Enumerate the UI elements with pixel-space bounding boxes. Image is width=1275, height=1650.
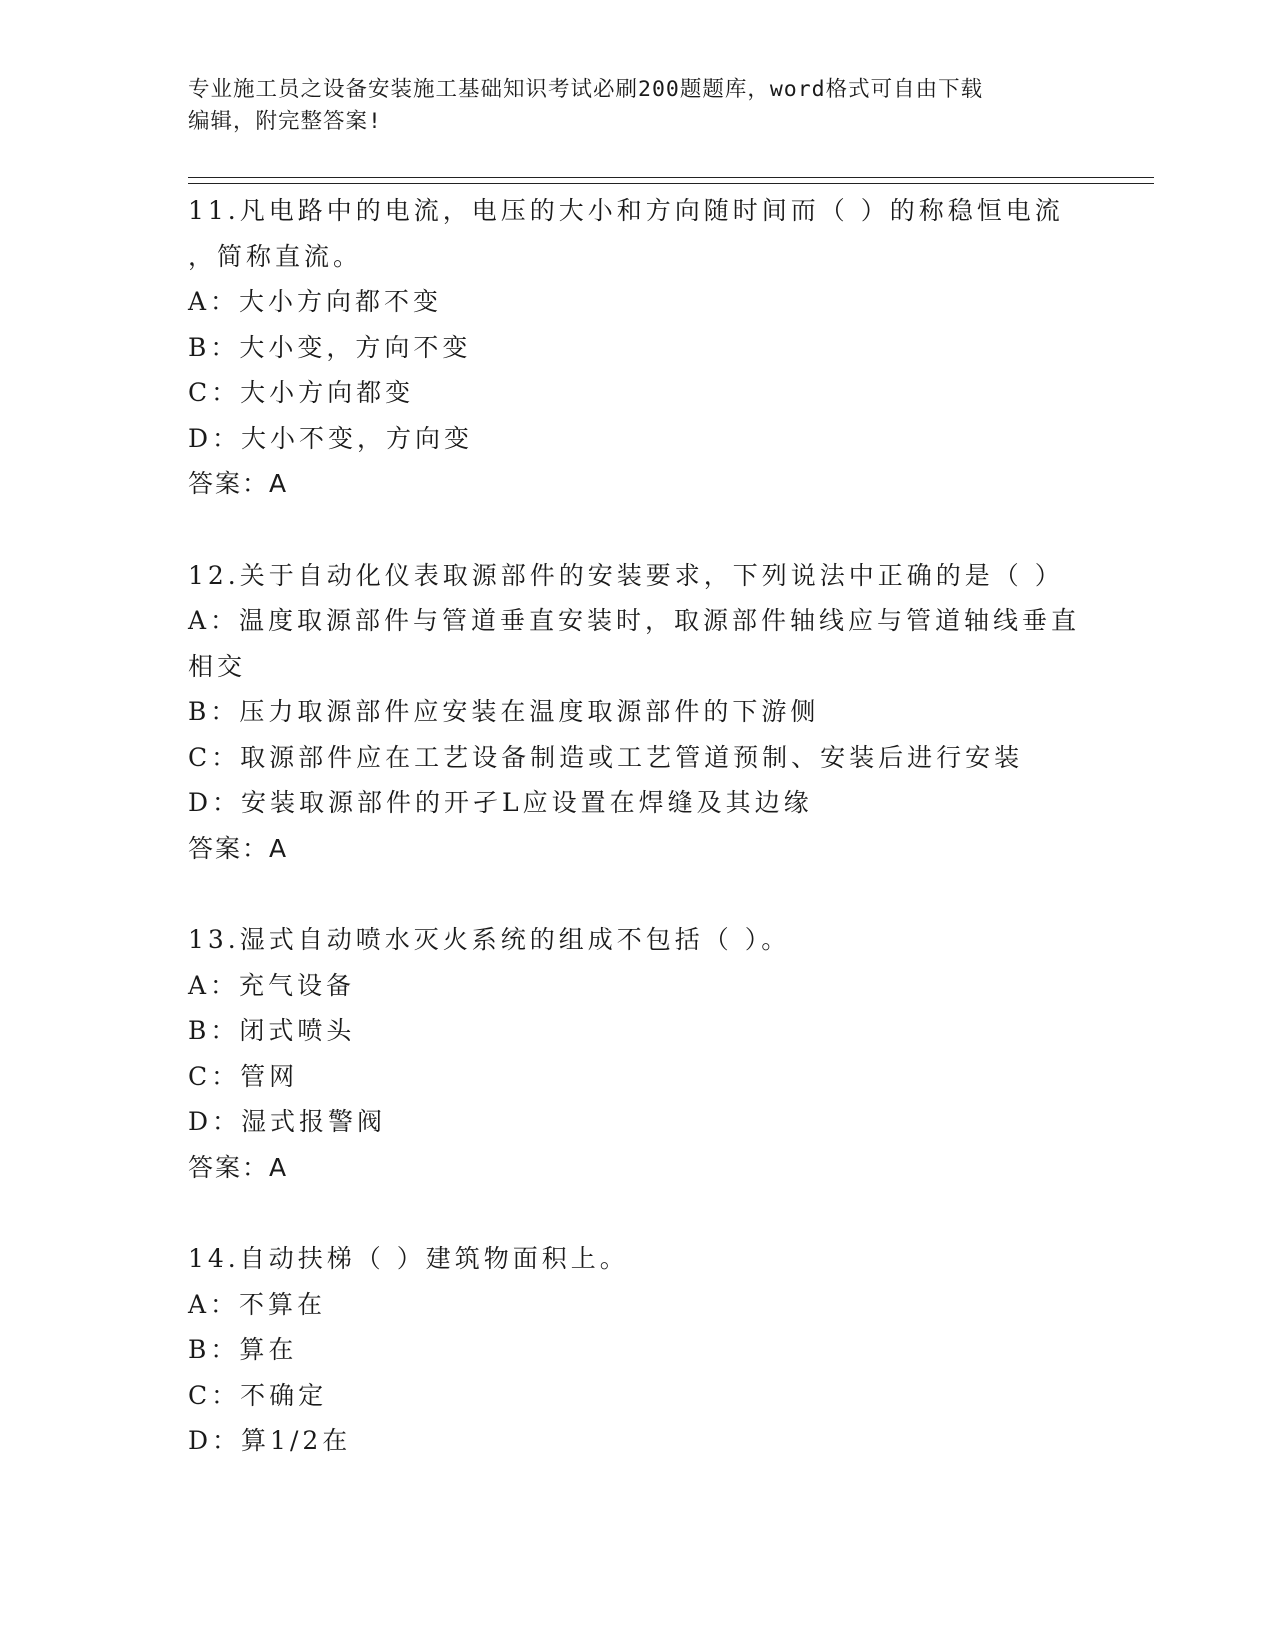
question-stem: 11.凡电路中的电流，电压的大小和方向随时间而（ ）的称稳恒电流 (188, 196, 1064, 225)
option-d: D：湿式报警阀 (188, 1107, 387, 1136)
option-b: B：闭式喷头 (188, 1016, 356, 1045)
option-a: A：大小方向都不变 (188, 287, 443, 316)
question-list (188, 188, 1088, 1464)
option-a: A：温度取源部件与管道垂直安装时，取源部件轴线应与管道轴线垂直 (188, 606, 1081, 635)
header-line-2: 编辑，附完整答案! (188, 109, 382, 134)
option-b: B：压力取源部件应安装在温度取源部件的下游侧 (188, 697, 820, 726)
option-b: B：大小变，方向不变 (188, 332, 472, 362)
question-stem: 12.关于自动化仪表取源部件的安装要求，下列说法中正确的是（ ） (188, 560, 1064, 590)
option-a: A：不算在 (188, 1289, 327, 1319)
question-13 (188, 917, 1088, 1190)
option-c: C：大小方向都变 (188, 378, 415, 407)
answer-line: 答案：A (188, 469, 289, 498)
answer-line: 答案：A (188, 833, 289, 863)
option-a: A：充气设备 (188, 970, 356, 1000)
document-header (188, 74, 1068, 138)
option-c: C：不确定 (188, 1380, 328, 1410)
option-d: D：安装取源部件的开孑L应设置在焊缝及其边缘 (188, 788, 813, 817)
option-a-continued: 相交 (188, 651, 247, 681)
option-c: C：管网 (188, 1061, 299, 1091)
option-d: D：算1/2在 (188, 1426, 352, 1455)
answer-line: 答案：A (188, 1152, 289, 1182)
question-stem: ，简称直流。 (188, 241, 363, 271)
question-stem: 13.湿式自动喷水灭火系统的组成不包括（ ）。 (188, 925, 791, 954)
header-divider (188, 177, 1154, 184)
option-c: C：取源部件应在工艺设备制造或工艺管道预制、安装后进行安装 (188, 742, 1024, 772)
option-d: D：大小不变，方向变 (188, 423, 474, 453)
question-12 (188, 553, 1088, 872)
option-b: B：算在 (188, 1335, 298, 1364)
header-line-1: 专业施工员之设备安装施工基础知识考试必刷200题题库，word格式可自由下载 (188, 77, 984, 102)
question-11 (188, 188, 1088, 507)
question-14 (188, 1236, 1088, 1464)
question-stem: 14.自动扶梯（ ）建筑物面积上。 (188, 1244, 629, 1273)
